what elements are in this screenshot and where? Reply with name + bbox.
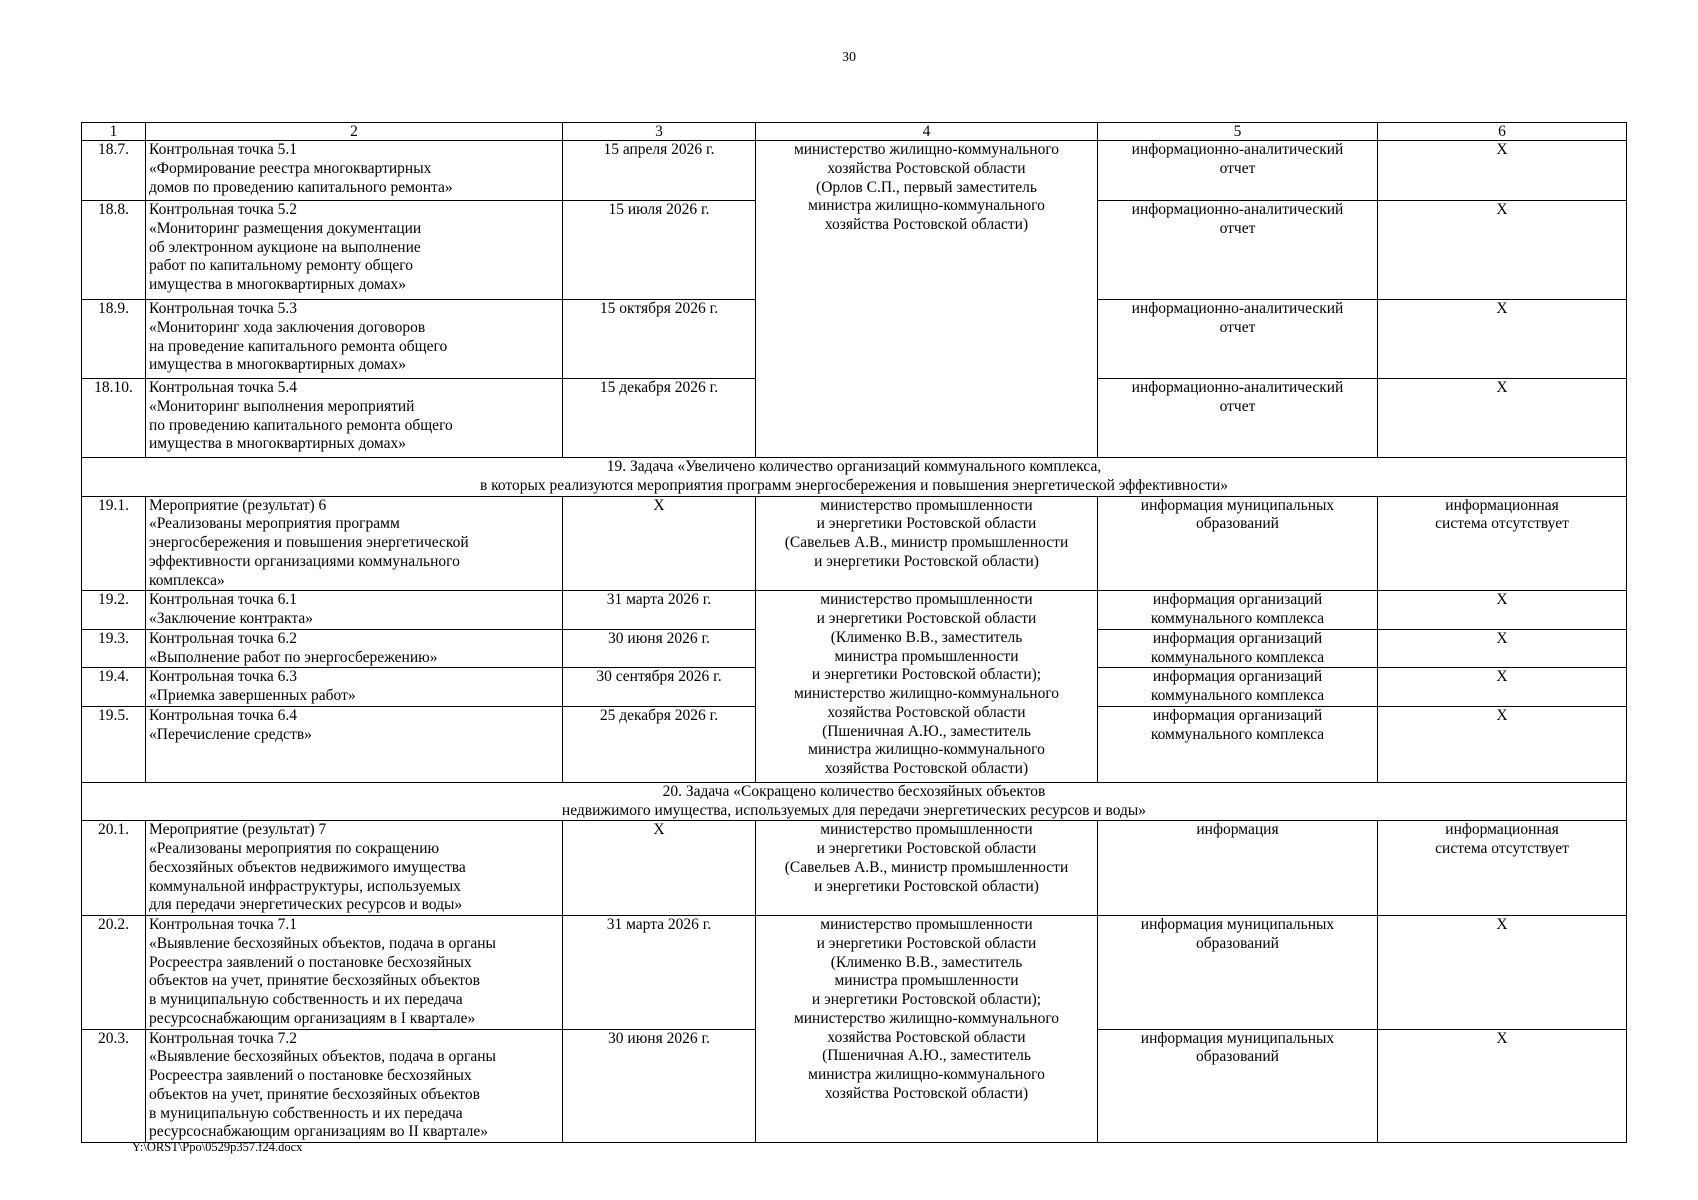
control-points-table <box>81 122 1627 1143</box>
row-document: информация <box>1098 821 1378 916</box>
table-row <box>82 591 1627 630</box>
row-description: Контрольная точка 5.3 «Мониторинг хода заключения договоров на проведение капитального ремонта общего имущества в многоквартирных домах» <box>146 300 563 379</box>
row-date: 30 июня 2026 г. <box>563 1029 756 1143</box>
row-description: Контрольная точка 5.4 «Мониторинг выполнения мероприятий по проведению капитального ремонта общего имущества в многоквартирных домах» <box>146 379 563 458</box>
row-description: Мероприятие (результат) 6 «Реализованы мероприятия программ энергосбережения и повышения энергетической эффективности организациями коммунального комплекса» <box>146 496 563 591</box>
row-system: X <box>1378 1029 1627 1143</box>
row-date: 15 декабря 2026 г. <box>563 379 756 458</box>
column-header: 2 <box>146 123 563 141</box>
responsible-cell: министерство промышленности и энергетики Ростовской области (Клименко В.В., заместитель министра промышленности и энергетики Ростовской области); министерство жилищно-коммунального хозяйства Ростовской области (Пшеничная А.Ю., заместитель министра жилищно-коммунального хозяйства Ростовской области) <box>756 591 1098 783</box>
row-system: X <box>1378 706 1627 782</box>
row-document: информация организаций коммунального комплекса <box>1098 629 1378 668</box>
row-date: 31 марта 2026 г. <box>563 591 756 630</box>
row-system: X <box>1378 379 1627 458</box>
row-document: информация организаций коммунального комплекса <box>1098 706 1378 782</box>
row-document: информационно-аналитический отчет <box>1098 379 1378 458</box>
row-number: 18.9. <box>82 300 146 379</box>
responsible-cell: министерство жилищно-коммунального хозяйства Ростовской области (Орлов С.П., первый заместитель министра жилищно-коммунального хозяйства Ростовской области) <box>756 141 1098 458</box>
row-number: 19.3. <box>82 629 146 668</box>
row-date: X <box>563 496 756 591</box>
row-date: X <box>563 821 756 916</box>
task-heading-row <box>82 782 1627 821</box>
row-number: 19.5. <box>82 706 146 782</box>
row-document: информация муниципальных образований <box>1098 1029 1378 1143</box>
row-description: Контрольная точка 7.2 «Выявление бесхозяйных объектов, подача в органы Росреестра заявлений о постановке бесхозяйных объектов на учет, принятие бесхозяйных объектов в муниципальную собственность и их передача ресурсоснабжающим организациям во II квартале» <box>146 1029 563 1143</box>
task-heading-row <box>82 458 1627 497</box>
row-document: информация муниципальных образований <box>1098 496 1378 591</box>
row-date: 30 сентября 2026 г. <box>563 668 756 707</box>
row-number: 19.4. <box>82 668 146 707</box>
column-header: 1 <box>82 123 146 141</box>
row-document: информация организаций коммунального комплекса <box>1098 668 1378 707</box>
column-header: 5 <box>1098 123 1378 141</box>
row-document: информация муниципальных образований <box>1098 916 1378 1030</box>
row-system: X <box>1378 141 1627 201</box>
row-date: 15 апреля 2026 г. <box>563 141 756 201</box>
responsible-cell: министерство промышленности и энергетики Ростовской области (Клименко В.В., заместитель министра промышленности и энергетики Ростовской области); министерство жилищно-коммунального хозяйства Ростовской области (Пшеничная А.Ю., заместитель министра жилищно-коммунального хозяйства Ростовской области) <box>756 916 1098 1143</box>
row-system: X <box>1378 300 1627 379</box>
row-system: информационная система отсутствует <box>1378 821 1627 916</box>
row-description: Контрольная точка 6.2 «Выполнение работ по энергосбережению» <box>146 629 563 668</box>
row-description: Контрольная точка 5.2 «Мониторинг размещения документации об электронном аукционе на выполнение работ по капитальному ремонту общего имущества в многоквартирных домах» <box>146 201 563 300</box>
row-description: Мероприятие (результат) 7 «Реализованы мероприятия по сокращению бесхозяйных объектов недвижимого имущества коммунальной инфраструктуры, используемых для передачи энергетических ресурсов и воды» <box>146 821 563 916</box>
row-number: 20.3. <box>82 1029 146 1143</box>
row-number: 20.2. <box>82 916 146 1030</box>
row-description: Контрольная точка 6.1 «Заключение контракта» <box>146 591 563 630</box>
row-document: информационно-аналитический отчет <box>1098 201 1378 300</box>
page-number: 30 <box>842 50 856 65</box>
row-description: Контрольная точка 7.1 «Выявление бесхозяйных объектов, подача в органы Росреестра заявлений о постановке бесхозяйных объектов на учет, принятие бесхозяйных объектов в муниципальную собственность и их передача ресурсоснабжающим организациям в I квартале» <box>146 916 563 1030</box>
row-number: 19.1. <box>82 496 146 591</box>
row-system: X <box>1378 916 1627 1030</box>
table-header-row <box>82 123 1627 141</box>
row-description: Контрольная точка 6.4 «Перечисление средств» <box>146 706 563 782</box>
row-system: X <box>1378 201 1627 300</box>
row-system: информационная система отсутствует <box>1378 496 1627 591</box>
row-number: 18.8. <box>82 201 146 300</box>
table-row <box>82 496 1627 591</box>
table-row <box>82 821 1627 916</box>
column-header: 4 <box>756 123 1098 141</box>
row-date: 31 марта 2026 г. <box>563 916 756 1030</box>
row-description: Контрольная точка 6.3 «Приемка завершенных работ» <box>146 668 563 707</box>
table-row <box>82 916 1627 1030</box>
row-document: информационно-аналитический отчет <box>1098 141 1378 201</box>
row-system: X <box>1378 668 1627 707</box>
row-date: 15 октября 2026 г. <box>563 300 756 379</box>
row-document: информация организаций коммунального комплекса <box>1098 591 1378 630</box>
row-date: 15 июля 2026 г. <box>563 201 756 300</box>
responsible-cell: министерство промышленности и энергетики Ростовской области (Савельев А.В., министр промышленности и энергетики Ростовской области) <box>756 821 1098 916</box>
row-date: 30 июня 2026 г. <box>563 629 756 668</box>
table-row <box>82 141 1627 201</box>
row-system: X <box>1378 629 1627 668</box>
row-description: Контрольная точка 5.1 «Формирование реестра многоквартирных домов по проведению капитального ремонта» <box>146 141 563 201</box>
task-heading: 19. Задача «Увеличено количество организаций коммунального комплекса, в которых реализуются мероприятия программ энергосбережения и повышения энергетической эффективности» <box>82 458 1627 497</box>
column-header: 6 <box>1378 123 1627 141</box>
row-number: 18.10. <box>82 379 146 458</box>
row-number: 20.1. <box>82 821 146 916</box>
responsible-cell: министерство промышленности и энергетики Ростовской области (Савельев А.В., министр промышленности и энергетики Ростовской области) <box>756 496 1098 591</box>
row-date: 25 декабря 2026 г. <box>563 706 756 782</box>
column-header: 3 <box>563 123 756 141</box>
row-number: 19.2. <box>82 591 146 630</box>
task-heading: 20. Задача «Сокращено количество бесхозяйных объектов недвижимого имущества, используемых для передачи энергетических ресурсов и воды» <box>82 782 1627 821</box>
row-system: X <box>1378 591 1627 630</box>
row-number: 18.7. <box>82 141 146 201</box>
file-path-footer: Y:\ORST\Ppo\0529p357.f24.docx <box>132 1140 303 1154</box>
row-document: информационно-аналитический отчет <box>1098 300 1378 379</box>
